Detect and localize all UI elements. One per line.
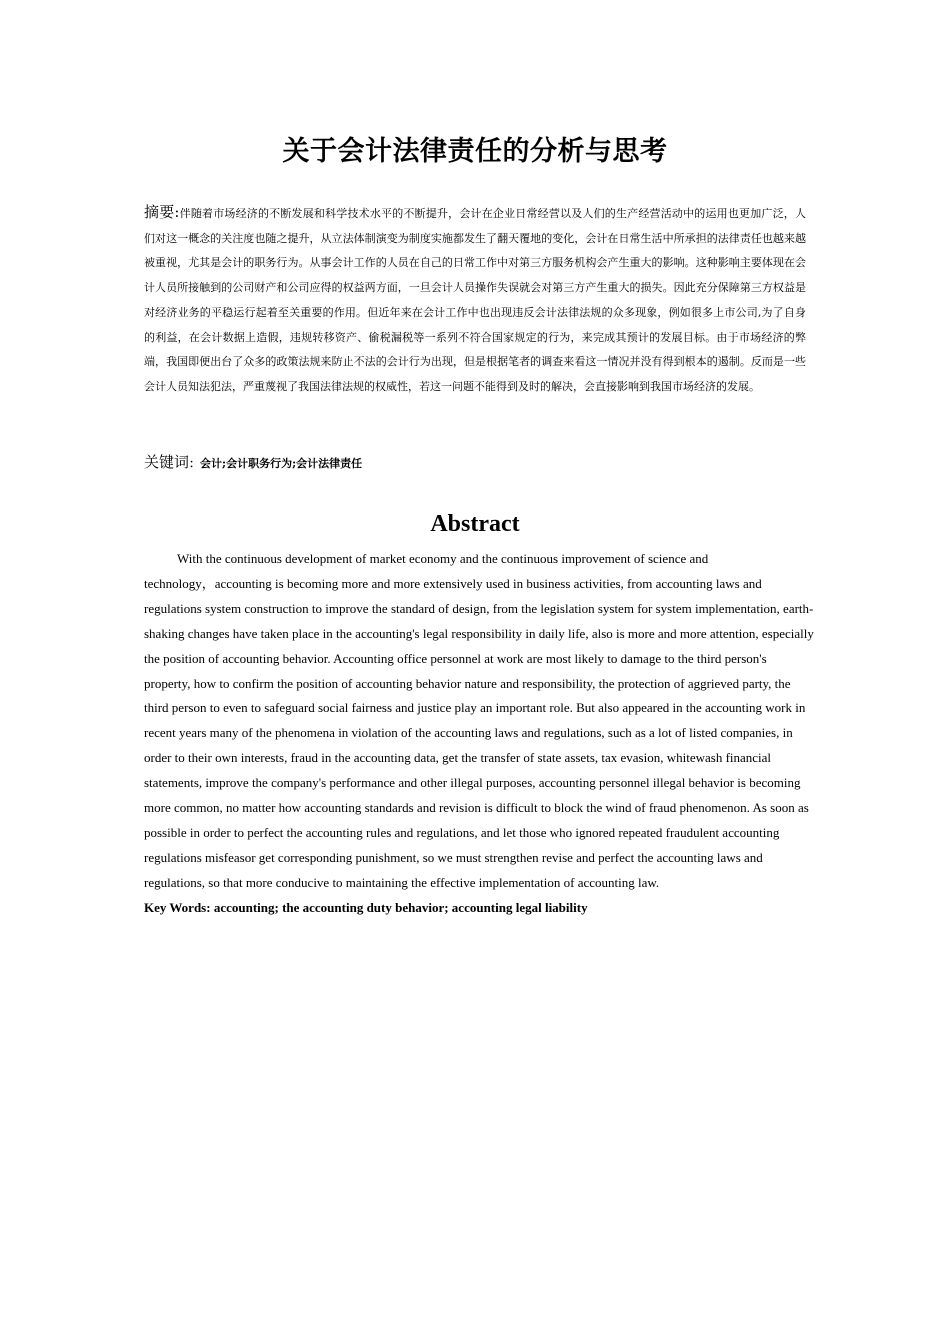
chinese-keywords-label: 关键词 <box>144 453 190 471</box>
english-abstract-line: order to their own interests, fraud in the accounting data, get the transfer of state assets, tax evasion, whitewash financial <box>144 750 772 766</box>
english-abstract-line: regulations system construction to improve the standard of design, from the legislation system for system implementation, earth- <box>144 600 814 616</box>
chinese-abstract-label: 摘要: <box>144 203 180 221</box>
english-abstract-title: Abstract <box>430 511 520 537</box>
chinese-keywords-text: ：会计;会计职务行为;会计法律责任 <box>189 457 363 470</box>
chinese-abstract-text: 伴随着市场经济的不断发展和科学技术水平的不断提升，会计在企业日常经营以及人们的生产经营活动中的运用也更加广泛，人们对这一概念的关注度也随之提升，从立法体制演变为制度实施都发生了翻天覆地的变化，会计在日常生活中所承担的法律责任也越来越被重视，尤其是会计的职务行为。从事会计工作的人员在自己的日常工作中对第三方服务机构会产生重大的影响。这种影响主要体现在会计人员所接触到的公司财产和公司应得的权益两方面，一旦会计人员操作失误就会对第三方产生重大的损失。因此充分保障第三方权益是对经济业务的平稳运行起着至关重要的作用。但近年来在会计工作中也出现违反会计法律法规的众多现象，例如很多上市公司,为了自身的利益，在会计数据上造假，违规转移资产、偷税漏税等一系列不符合国家规定的行为，来完成其预计的发展目标。由于市场经济的弊端，我国即便出台了众多的政策法规来防止不法的会计行为出现，但是根据笔者的调查来看这一情况并没有得到根本的遏制。反而是一些会计人员知法犯法，严重蔑视了我国法律法规的权威性，若这一问题不能得到及时的解决，会直接影响到我国市场经济的发展。 <box>144 207 806 393</box>
english-abstract-line: regulations, so that more conducive to maintaining the effective implementation of accounting law. <box>144 874 660 890</box>
english-abstract <box>144 547 814 896</box>
english-abstract-line: With the continuous development of market economy and the continuous improvement of science and <box>177 551 709 566</box>
chinese-abstract <box>144 200 806 400</box>
english-abstract-line: third person to even to safeguard social fairness and justice play an important role. But also appeared in the accounting work in <box>144 700 806 716</box>
english-abstract-line: recent years many of the phenomena in violation of the accounting laws and regulations, such as a lot of listed companies, in <box>144 725 793 741</box>
english-abstract-line: shaking changes have taken place in the accounting's legal responsibility in daily life, also is more and more attention, especially <box>144 625 814 641</box>
english-abstract-line: statements, improve the company's performance and other illegal purposes, accounting personnel illegal behavior is becoming <box>144 775 801 791</box>
english-abstract-line: the position of accounting behavior. Accounting office personnel at work are most likely to damage to the third person's <box>144 650 767 666</box>
english-abstract-line: regulations misfeasor get corresponding punishment, so we must strengthen revise and perfect the accounting laws and <box>144 849 763 865</box>
english-abstract-line: possible in order to perfect the accounting rules and regulations, and let those who ignored repeated fraudulent accounting <box>144 824 780 840</box>
english-abstract-line: property, how to confirm the position of accounting behavior nature and responsibility, the protection of aggrieved party, the <box>144 675 791 691</box>
english-abstract-line: more common, no matter how accounting standards and revision is difficult to block the wind of fraud phenomenon. As soon as <box>144 800 809 816</box>
chinese-title: 关于会计法律责任的分析与思考 <box>282 136 668 167</box>
english-abstract-line: technology，accounting is becoming more and more extensively used in business activities, from accounting laws and <box>144 575 762 591</box>
chinese-keywords <box>144 450 806 476</box>
english-keywords: Key Words: accounting; the accounting duty behavior; accounting legal liability <box>144 900 588 915</box>
